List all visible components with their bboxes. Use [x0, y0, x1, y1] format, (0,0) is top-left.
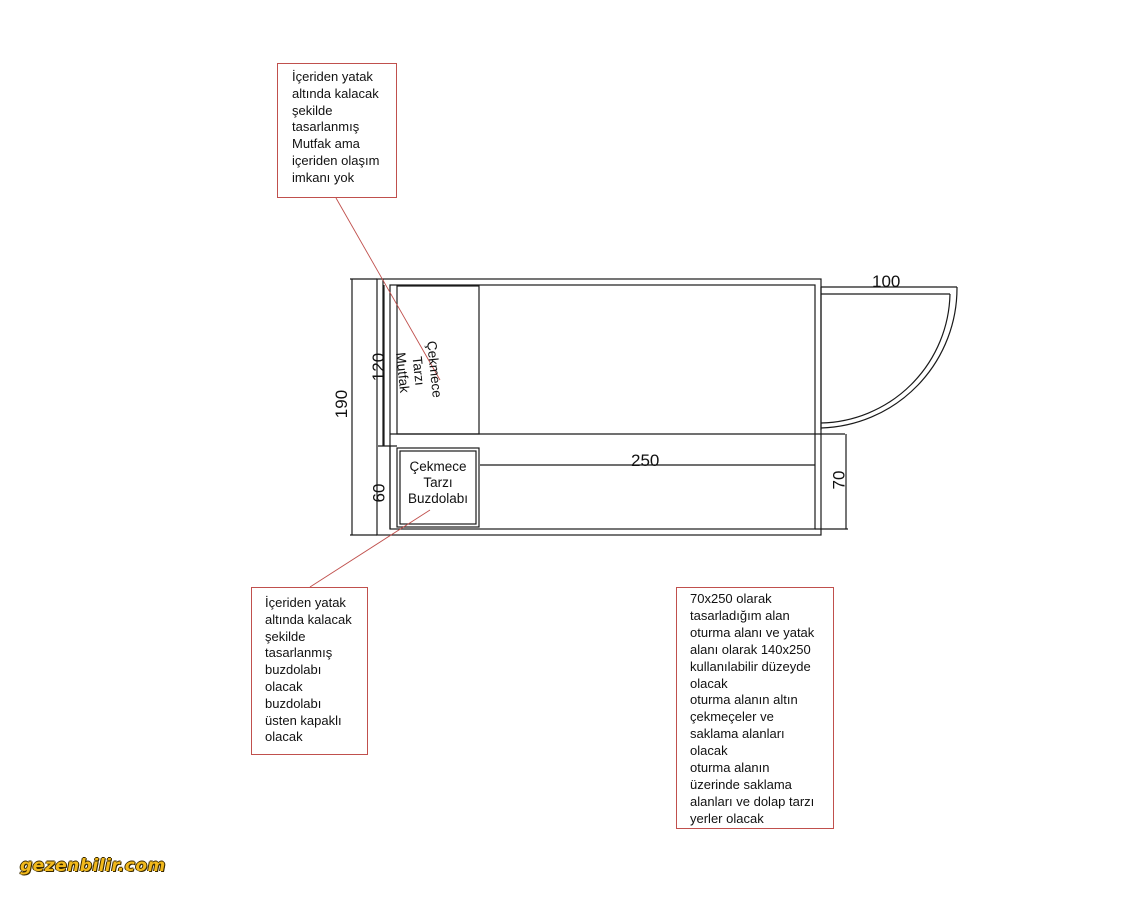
- note-line: olacak: [690, 675, 728, 691]
- note-kitchen: [277, 63, 397, 198]
- label-line: Tarzı: [423, 475, 453, 490]
- dimension-door-width: 100: [872, 272, 901, 291]
- dimension-total-depth: 190: [332, 389, 352, 419]
- note-line: çekmeçeler ve: [690, 709, 774, 725]
- note-line: saklama alanları: [690, 726, 785, 742]
- note-line: buzdolabı: [265, 662, 322, 678]
- dimension-fridge-depth: 60: [369, 483, 389, 503]
- note-line: Mutfak ama: [292, 136, 360, 152]
- note-line: yerler olacak: [690, 810, 764, 826]
- dimension-kitchen-depth: 120: [369, 352, 389, 382]
- note-line: alanı olarak 140x250: [690, 641, 811, 657]
- note-line: imkanı yok: [292, 169, 355, 185]
- note-line: olacak: [265, 729, 303, 745]
- kitchen-box-label: [390, 329, 446, 414]
- note-seating-area: [676, 587, 834, 829]
- fridge-box-label: [398, 459, 478, 507]
- note-line: içeriden olaşım: [292, 152, 380, 168]
- note-line: altında kalacak: [265, 611, 352, 627]
- note-line: şekilde: [265, 628, 306, 644]
- note-line: oturma alanı ve yatak: [690, 624, 815, 640]
- door-swing-arc: [821, 287, 957, 428]
- note-fridge: [251, 587, 368, 755]
- dimension-length: 250: [631, 451, 660, 470]
- note-line: tasarlanmış: [265, 645, 333, 661]
- leader-line-fridge: [310, 510, 430, 587]
- site-watermark: gezenbilir.com: [20, 856, 166, 876]
- note-line: üsten kapaklı: [265, 712, 342, 728]
- note-line: tasarlanmış: [292, 119, 360, 135]
- note-line: şekilde: [292, 102, 333, 118]
- note-line: alanları ve dolap tarzı: [690, 793, 815, 809]
- note-line: oturma alanın: [690, 760, 770, 776]
- note-line: oturma alanın altın: [690, 692, 798, 708]
- label-line: Mutfak: [393, 351, 413, 394]
- door-swing-arc-inner: [821, 294, 950, 423]
- note-line: kullanılabilir düzeyde: [690, 658, 811, 674]
- label-line: Buzdolabı: [407, 491, 469, 506]
- note-line: İçeriden yatak: [265, 595, 346, 610]
- note-line: tasarladığım alan: [690, 607, 790, 623]
- note-line: İçeriden yatak: [292, 69, 373, 84]
- note-line: üzerinde saklama: [690, 776, 792, 792]
- note-line: 70x250 olarak: [690, 591, 772, 606]
- dimension-seat-depth: 70: [829, 470, 849, 490]
- note-line: olacak: [690, 743, 728, 759]
- note-line: olacak: [265, 678, 303, 694]
- note-line: buzdolabı: [265, 695, 322, 711]
- label-line: Çekmece: [409, 459, 467, 474]
- note-line: altında kalacak: [292, 85, 379, 101]
- label-line: Çekmece Tarzı: [409, 340, 445, 399]
